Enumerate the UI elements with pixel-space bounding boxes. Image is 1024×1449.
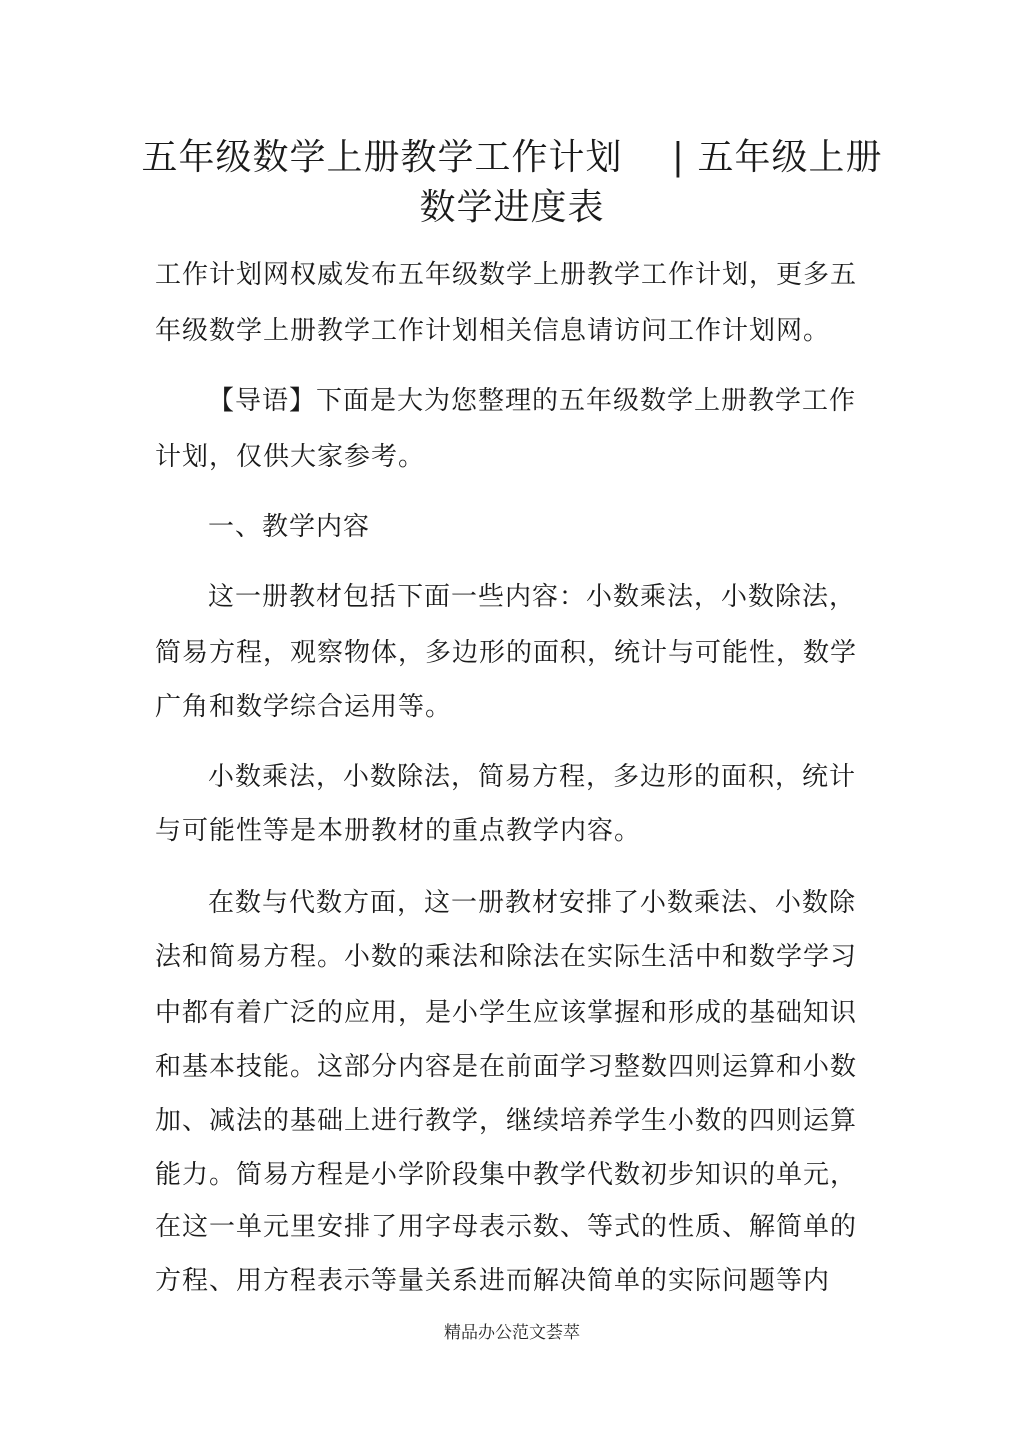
paragraph-3-line-3: 中都有着广泛的应用，是小学生应该掌握和形成的基础知识 — [155, 998, 858, 1028]
paragraph-1-line-2: 简易方程，观察物体，多边形的面积，统计与可能性，数学 — [155, 638, 858, 668]
paragraph-3-line-5: 加、减法的基础上进行教学，继续培养学生小数的四则运算 — [155, 1106, 858, 1136]
paragraph-3-line-8: 方程、用方程表示等量关系进而解决简单的实际问题等内 — [155, 1266, 831, 1296]
paragraph-2-line-2: 与可能性等是本册教材的重点教学内容。 — [155, 816, 642, 846]
paragraph-3-line-7: 在这一单元里安排了用字母表示数、等式的性质、解简单的 — [155, 1212, 858, 1242]
intro-text-line-2: 年级数学上册教学工作计划相关信息请访问工作计划网。 — [155, 316, 831, 346]
intro-text-line-1: 工作计划网权威发布五年级数学上册教学工作计划，更多五 — [155, 260, 858, 290]
document-title-line-1: 五年级数学上册教学工作计划 | 五年级上册 — [141, 137, 883, 178]
paragraph-3-line-4: 和基本技能。这部分内容是在前面学习整数四则运算和小数 — [155, 1052, 858, 1082]
lead-text-line-1: 【导语】下面是大为您整理的五年级数学上册教学工作 — [208, 386, 857, 416]
page-footer: 精品办公范文荟萃 — [444, 1323, 580, 1343]
paragraph-2-line-1: 小数乘法，小数除法，简易方程，多边形的面积，统计 — [208, 762, 857, 792]
paragraph-3-line-6: 能力。简易方程是小学阶段集中教学代数初步知识的单元， — [155, 1160, 858, 1190]
section-heading-teaching-content: 一、教学内容 — [208, 512, 371, 542]
paragraph-3-line-1: 在数与代数方面，这一册教材安排了小数乘法、小数除 — [208, 888, 857, 918]
paragraph-3-line-2: 法和简易方程。小数的乘法和除法在实际生活中和数学学习 — [155, 942, 858, 972]
paragraph-1-line-3: 广角和数学综合运用等。 — [155, 692, 453, 722]
paragraph-1-line-1: 这一册教材包括下面一些内容：小数乘法，小数除法， — [208, 582, 857, 612]
document-title-line-2: 数学进度表 — [419, 187, 605, 228]
lead-text-line-2: 计划，仅供大家参考。 — [155, 442, 426, 472]
